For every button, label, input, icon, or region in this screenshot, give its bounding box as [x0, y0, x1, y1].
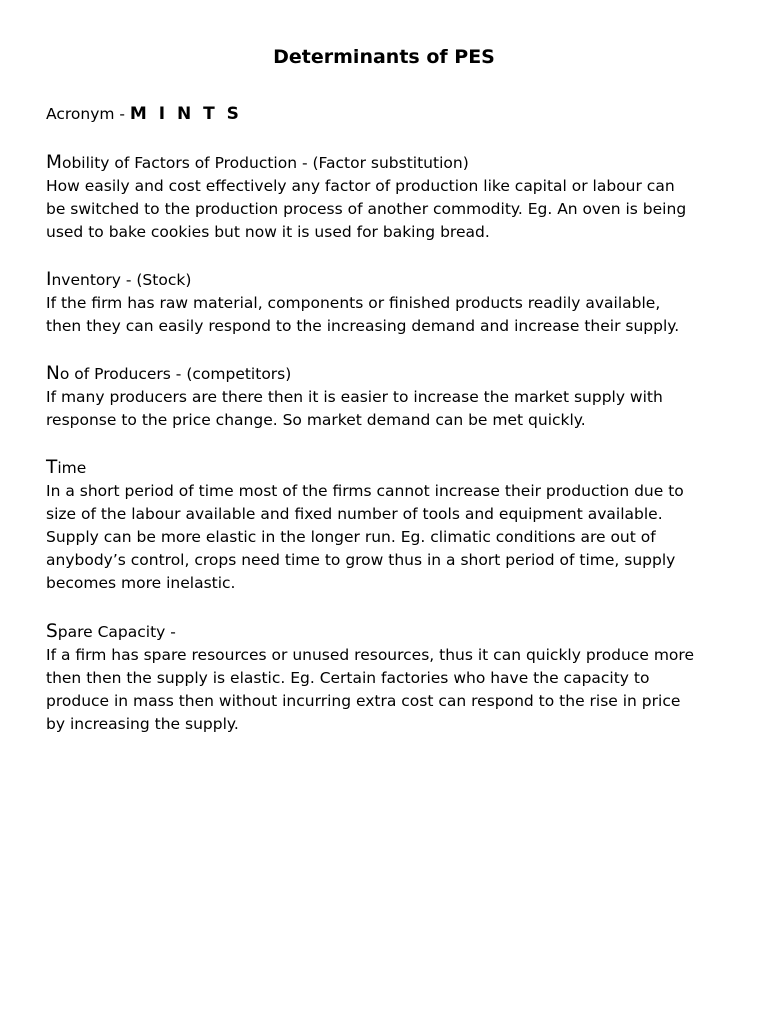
section-heading: [46, 151, 736, 175]
body-line: In a short period of time most of the firms cannot increase their production due to: [46, 482, 684, 500]
body-line: Supply can be more elastic in the longer run. Eg. climatic conditions are out of: [46, 528, 656, 546]
body-line: If the firm has raw material, components or finished products readily available,: [46, 294, 661, 312]
body-line: used to bake cookies but now it is used for baking bread.: [46, 223, 490, 241]
section-heading: [46, 620, 736, 644]
body-line: becomes more inelastic.: [46, 574, 236, 592]
section-heading: [46, 456, 736, 480]
body-line: How easily and cost effectively any factor of production like capital or labour can: [46, 177, 675, 195]
section-spare-capacity: [46, 620, 736, 736]
acronym-label: Acronym -: [46, 105, 130, 123]
heading-text: ime: [57, 459, 87, 477]
section-inventory: [46, 268, 736, 338]
acronym-line: [46, 103, 242, 125]
heading-text: o of Producers - (competitors): [59, 365, 292, 383]
body-line: by increasing the supply.: [46, 715, 239, 733]
body-line: response to the price change. So market demand can be met quickly.: [46, 411, 586, 429]
body-line: If a firm has spare resources or unused resources, thus it can quickly produce more: [46, 646, 694, 664]
page-title: Determinants of PES: [273, 46, 495, 68]
acronym-letters: M I N T S: [129, 104, 242, 124]
section-number-of-producers: [46, 362, 736, 432]
body-line: anybody’s control, crops need time to grow thus in a short period of time, supply: [46, 551, 676, 569]
section-mobility: [46, 151, 736, 244]
section-heading: [46, 268, 736, 292]
body-line: then then the supply is elastic. Eg. Certain factories who have the capacity to: [46, 669, 650, 687]
body-line: If many producers are there then it is easier to increase the market supply with: [46, 388, 663, 406]
heading-initial: T: [46, 457, 58, 478]
heading-initial: M: [46, 152, 62, 173]
body-line: produce in mass then without incurring extra cost can respond to the rise in price: [46, 692, 681, 710]
body-line: size of the labour available and fixed number of tools and equipment available.: [46, 505, 663, 523]
heading-initial: I: [46, 269, 52, 290]
body-line: then they can easily respond to the increasing demand and increase their supply.: [46, 317, 680, 335]
section-heading: [46, 362, 736, 386]
body-line: be switched to the production process of another commodity. Eg. An oven is being: [46, 200, 687, 218]
heading-text: obility of Factors of Production - (Factor substitution): [61, 154, 469, 172]
heading-text: pare Capacity -: [57, 623, 176, 641]
section-time: [46, 456, 736, 595]
heading-initial: N: [46, 363, 60, 384]
heading-initial: S: [46, 621, 58, 642]
heading-text: nventory - (Stock): [51, 271, 192, 289]
